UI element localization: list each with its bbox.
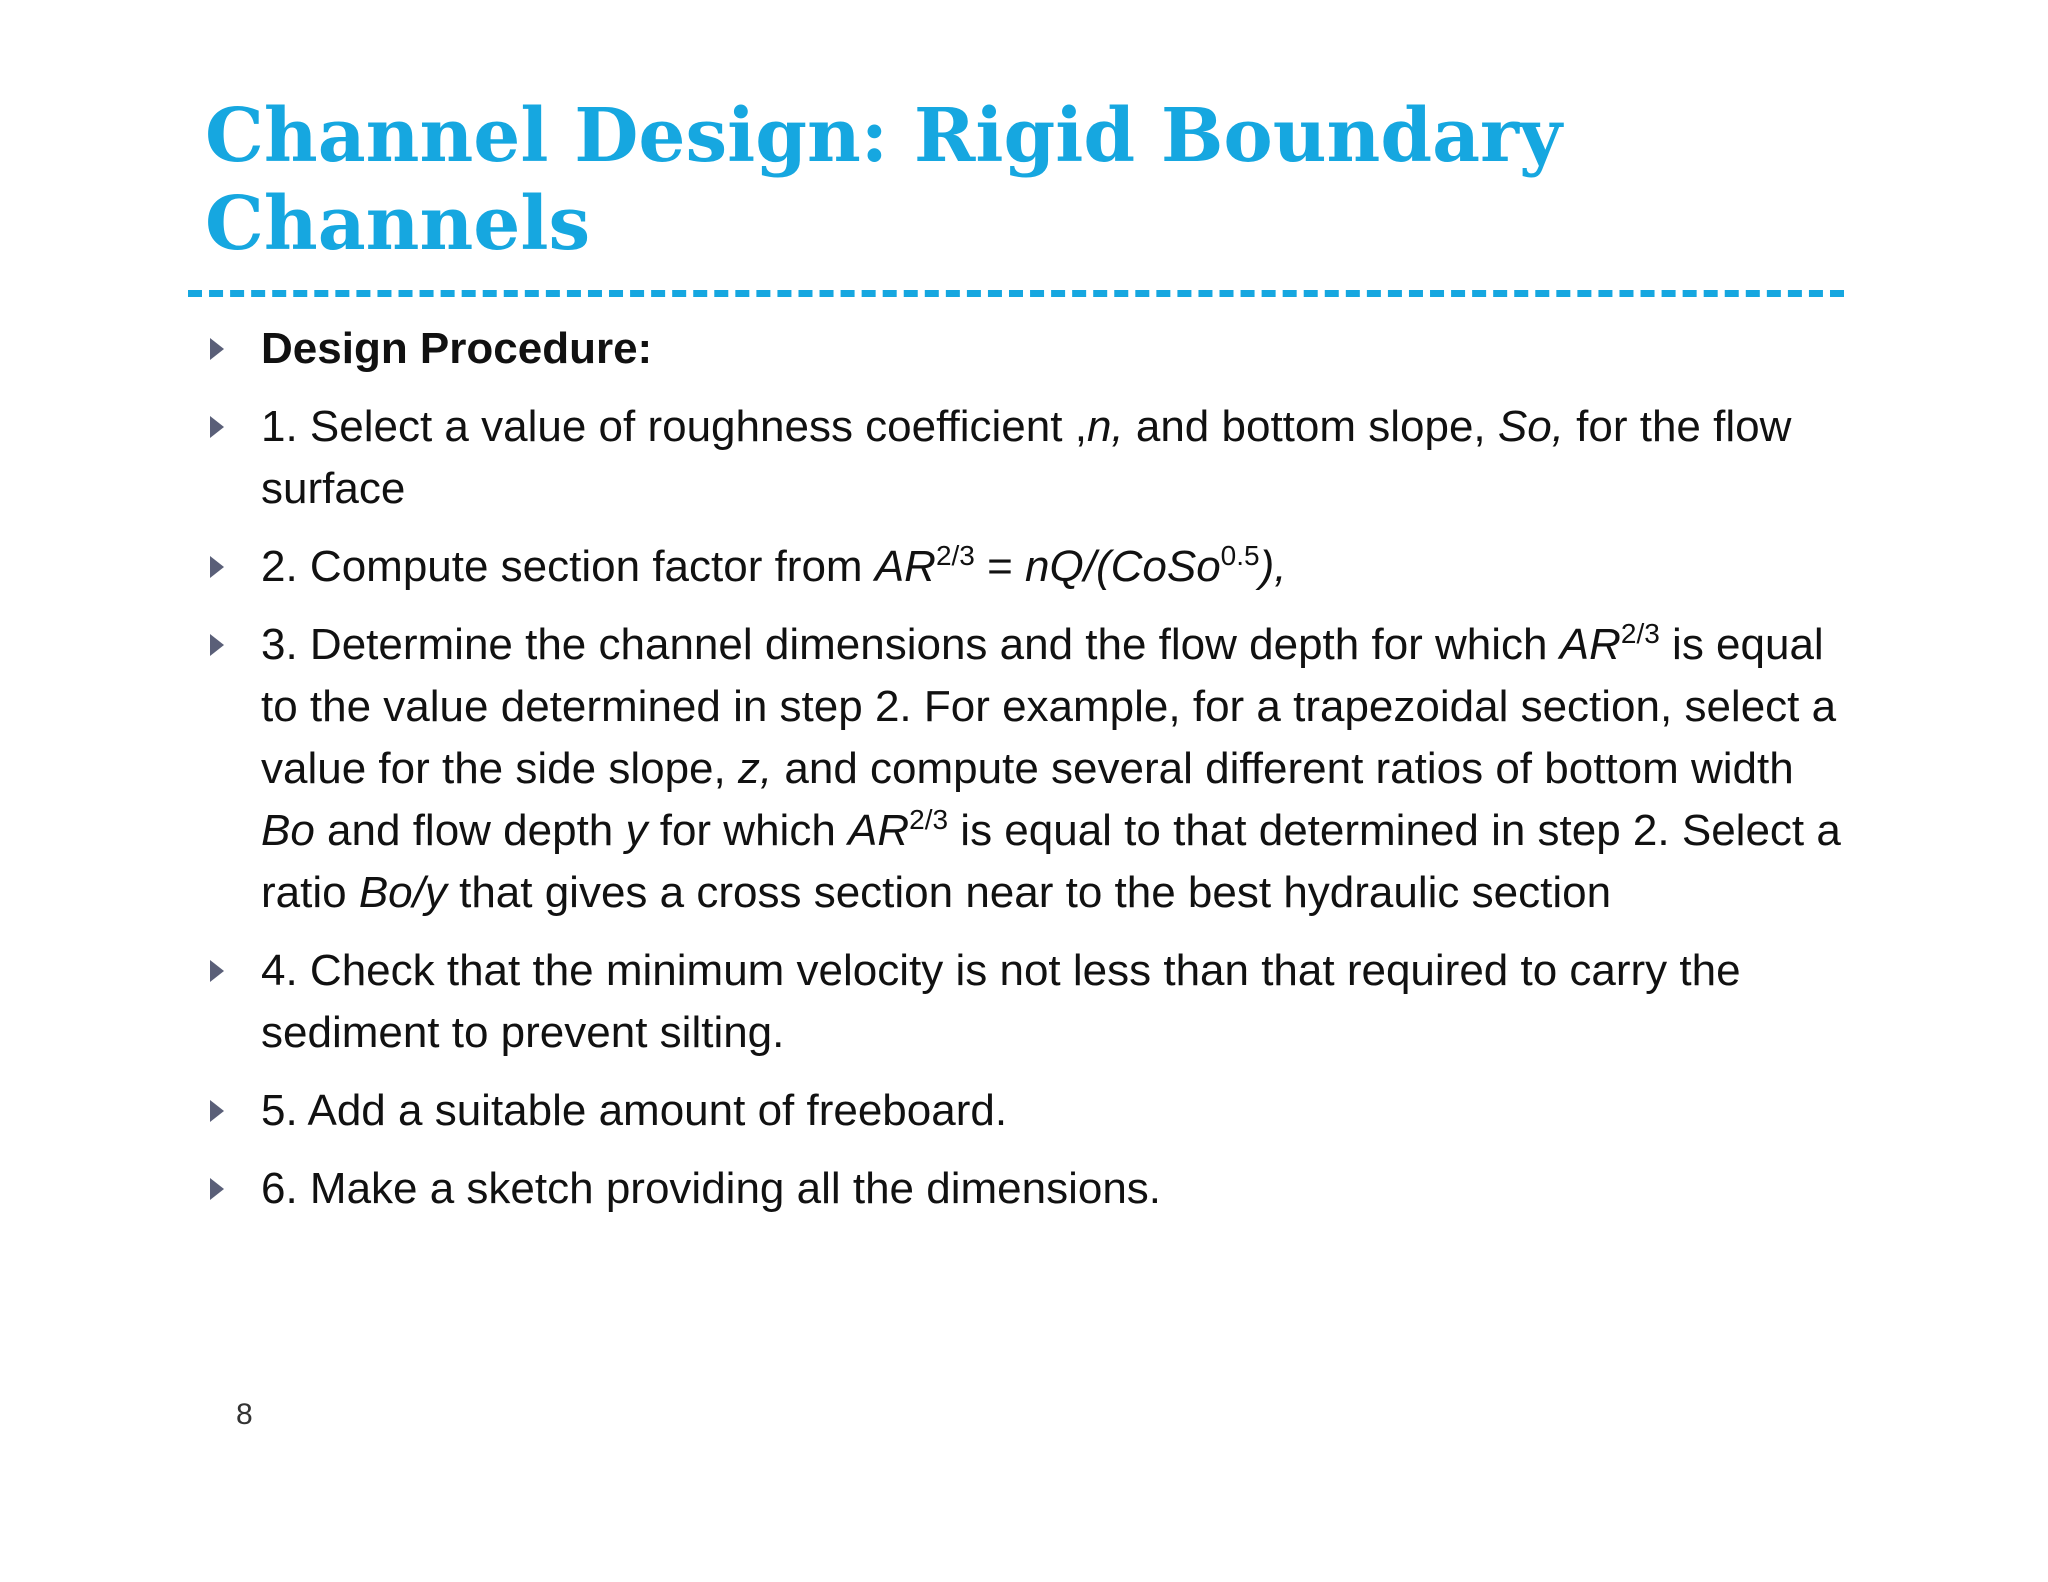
bullet-step-3	[205, 614, 1845, 924]
slide-title-line-1: Channel Design: Rigid Boundary	[205, 93, 1563, 179]
step-3-text-6: is equal to that determined in step 2. Select a ratio	[261, 806, 1841, 917]
title-divider	[188, 290, 1844, 297]
bullet-list	[205, 318, 1845, 1236]
slide-title-line-2: Channels	[205, 181, 591, 267]
step-3-text-3: and compute several different ratios of bottom width	[772, 744, 1794, 793]
step-4-text: 4. Check that the minimum velocity is not less than that required to carry the sediment to prevent silting.	[261, 946, 1741, 1057]
step-6-text: 6. Make a sketch providing all the dimensions.	[261, 1164, 1162, 1213]
step-3-text-5: for which	[647, 806, 849, 855]
bullet-step-4	[205, 940, 1845, 1064]
step-1-n: n,	[1086, 402, 1124, 451]
bullet-step-1	[205, 396, 1845, 520]
step-2-formula: nQ/(CoSo	[1025, 542, 1221, 591]
design-procedure-heading: Design Procedure:	[261, 324, 653, 373]
step-3-exponent: 2/3	[1620, 618, 1660, 649]
step-2-exponent: 2/3	[935, 540, 975, 571]
bullet-step-2	[205, 536, 1845, 598]
step-3-text-2: is equal to the value determined in step 2. For example, for a trapezoidal section, select a value for the side slope,	[261, 620, 1837, 793]
step-3-ratio: Bo/y	[358, 868, 447, 917]
page-number: 8	[236, 1398, 253, 1431]
step-3-text: 3. Determine the channel dimensions and the flow depth for which	[261, 620, 1560, 669]
step-1-text-2: and bottom slope,	[1123, 402, 1498, 451]
slide-title	[205, 92, 1905, 268]
step-3-text-7: that gives a cross section near to the best hydraulic section	[446, 868, 1612, 917]
step-3-exponent-2: 2/3	[909, 804, 949, 835]
step-2-formula-exponent: 0.5	[1220, 540, 1260, 571]
step-3-ar: AR	[1559, 620, 1621, 669]
triangle-bullet-icon	[210, 556, 224, 578]
step-2-formula-end: ),	[1259, 542, 1287, 591]
step-1-so: So,	[1497, 402, 1564, 451]
step-5-text: 5. Add a suitable amount of freeboard.	[261, 1086, 1008, 1135]
triangle-bullet-icon	[210, 416, 224, 438]
step-3-ar-2: AR	[848, 806, 910, 855]
triangle-bullet-icon	[210, 960, 224, 982]
step-1-text: 1. Select a value of roughness coefficient ,	[261, 402, 1087, 451]
triangle-bullet-icon	[210, 1178, 224, 1200]
step-3-text-4: and flow depth	[314, 806, 626, 855]
triangle-bullet-icon	[210, 1100, 224, 1122]
step-3-bo: Bo	[261, 806, 315, 855]
triangle-bullet-icon	[210, 634, 224, 656]
step-3-y: y	[625, 806, 648, 855]
step-2-text: 2. Compute section factor from	[261, 542, 875, 591]
triangle-bullet-icon	[210, 338, 224, 360]
bullet-step-6	[205, 1158, 1845, 1220]
step-2-ar: AR	[874, 542, 936, 591]
bullet-step-5	[205, 1080, 1845, 1142]
step-2-equals: =	[974, 542, 1026, 591]
bullet-heading	[205, 318, 1845, 380]
step-3-z: z,	[737, 744, 773, 793]
step-1-text-3: for the flow surface	[261, 402, 1792, 513]
